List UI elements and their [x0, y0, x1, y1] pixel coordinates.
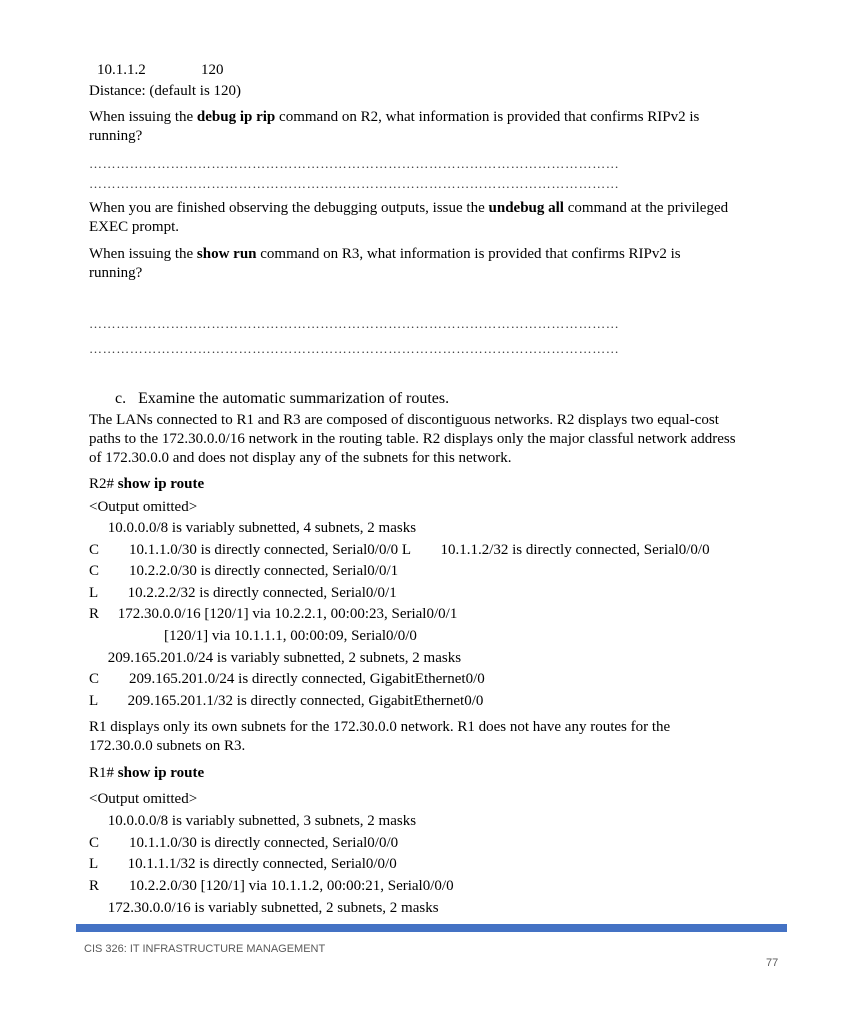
route-line: C 10.1.1.0/30 is directly connected, Serial0/0/0: [89, 835, 399, 851]
r1-output-omitted: <Output omitted>: [89, 791, 198, 807]
answer-line[interactable]: ………………………………………………………………………………………………………: [89, 176, 620, 191]
r1-command: show ip route: [117, 765, 205, 781]
question-debug-line2: running?: [89, 128, 143, 144]
route-line: 209.165.201.0/24 is variably subnetted, 2 subnets, 2 masks: [89, 650, 462, 666]
route-line: L 10.1.1.1/32 is directly connected, Serial0/0/0: [89, 856, 397, 872]
paragraph-line: 172.30.0.0 subnets on R3.: [89, 738, 246, 754]
r1-command-line: R1# show ip route: [89, 765, 205, 781]
answer-line[interactable]: ………………………………………………………………………………………………………: [89, 316, 620, 331]
route-line: R 10.2.2.0/30 [120/1] via 10.1.1.2, 00:00:21, Serial0/0/0: [89, 878, 454, 894]
route-line: 172.30.0.0/16 is variably subnetted, 2 subnets, 2 masks: [89, 900, 439, 916]
r2-command: show ip route: [117, 476, 205, 492]
question-showrun-line1: When issuing the show run command on R3, what information is provided that confirms RIPv2 is: [89, 246, 681, 262]
route-line: 10.0.0.0/8 is variably subnetted, 4 subnets, 2 masks: [89, 520, 417, 536]
distance-value: 120: [201, 62, 224, 78]
undebug-command: undebug all: [488, 200, 564, 216]
route-line: C 10.1.1.0/30 is directly connected, Serial0/0/0 L 10.1.1.2/32 is directly connected, Serial0/0/0: [89, 542, 710, 558]
r2-command-line: R2# show ip route: [89, 476, 205, 492]
debug-command: debug ip rip: [196, 109, 276, 125]
route-line: L 10.2.2.2/32 is directly connected, Serial0/0/1: [89, 585, 397, 601]
answer-line[interactable]: ………………………………………………………………………………………………………: [89, 341, 620, 356]
answer-line[interactable]: ………………………………………………………………………………………………………: [89, 156, 620, 171]
paragraph-line: R1 displays only its own subnets for the 172.30.0.0 network. R1 does not have any routes for the: [89, 719, 671, 735]
page-number: 77: [766, 957, 779, 969]
paragraph-line: paths to the 172.30.0.0/16 network in the routing table. R2 displays only the major classful network address: [89, 431, 736, 447]
route-line: [120/1] via 10.1.1.1, 00:00:09, Serial0/0/0: [89, 628, 417, 644]
step-c-heading: c. Examine the automatic summarization of routes.: [115, 390, 450, 407]
route-line: L 209.165.201.1/32 is directly connected, GigabitEthernet0/0: [89, 693, 484, 709]
undebug-line2: EXEC prompt.: [89, 219, 179, 235]
route-line: 10.0.0.0/8 is variably subnetted, 3 subnets, 2 masks: [89, 813, 417, 829]
r2-output-omitted: <Output omitted>: [89, 499, 198, 515]
footer-divider: [76, 924, 787, 932]
question-debug-line1: When issuing the debug ip rip command on R2, what information is provided that confirms RIPv2 is: [89, 109, 700, 125]
paragraph-line: The LANs connected to R1 and R3 are composed of discontiguous networks. R2 displays two equal-cost: [89, 412, 719, 428]
footer-course: CIS 326: IT INFRASTRUCTURE MANAGEMENT: [84, 943, 326, 955]
undebug-line1: When you are finished observing the debugging outputs, issue the undebug all command at the privileged: [89, 200, 729, 216]
route-line: R 172.30.0.0/16 [120/1] via 10.2.2.1, 00:00:23, Serial0/0/1: [89, 606, 458, 622]
showrun-command: show run: [196, 246, 257, 262]
question-showrun-line2: running?: [89, 265, 143, 281]
route-line: C 10.2.2.0/30 is directly connected, Serial0/0/1: [89, 563, 399, 579]
route-line: C 209.165.201.0/24 is directly connected, GigabitEthernet0/0: [89, 671, 485, 687]
distance-default: Distance: (default is 120): [89, 83, 242, 99]
distance-ip: 10.1.1.2: [97, 62, 146, 78]
paragraph-line: of 172.30.0.0 and does not display any of the subnets for this network.: [89, 450, 512, 466]
